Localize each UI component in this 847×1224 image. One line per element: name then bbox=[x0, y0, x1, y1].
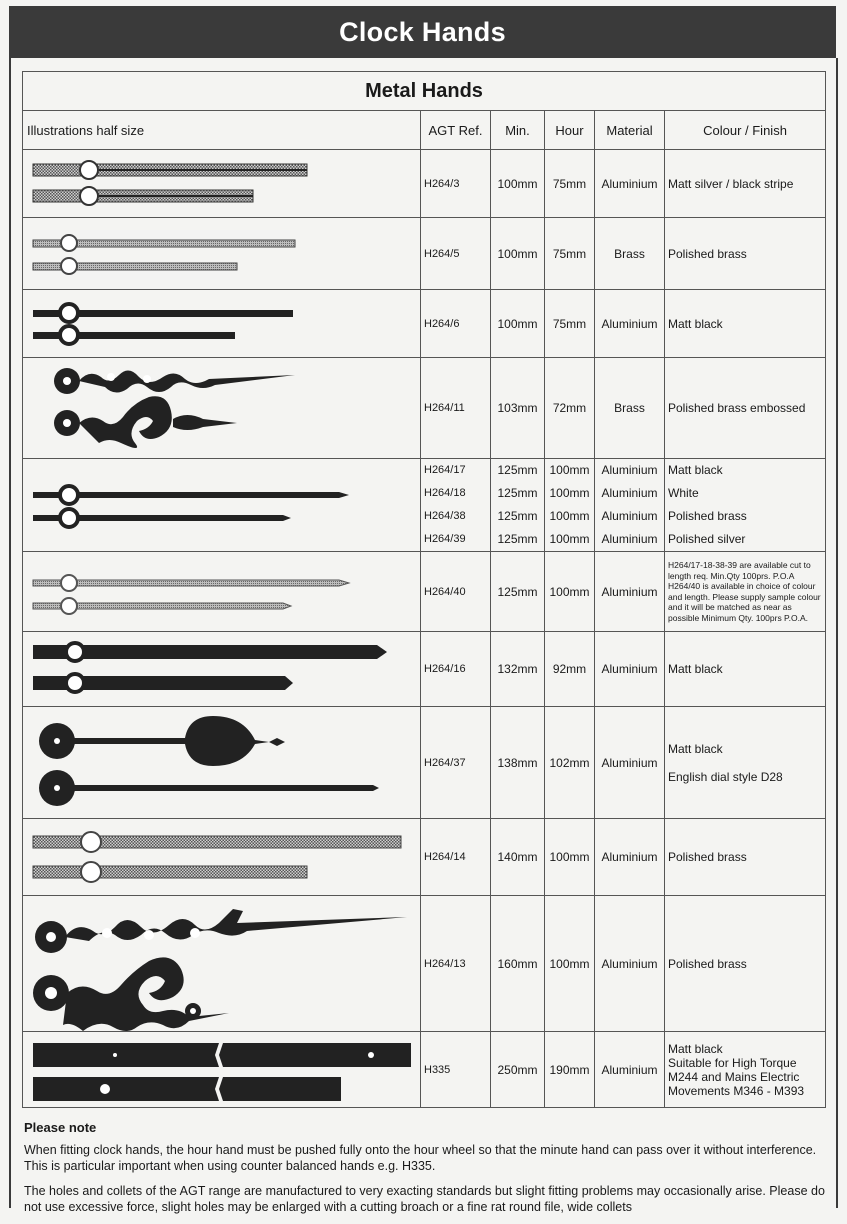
header-finish: Colour / Finish bbox=[665, 111, 826, 150]
hour-cell: 100mm bbox=[545, 819, 595, 896]
table-row bbox=[23, 218, 826, 290]
min-cell: 125mm 125mm 125mm 125mm bbox=[491, 459, 545, 552]
plain-black-hands-icon bbox=[23, 462, 421, 548]
ref-cell: H264/17 H264/18 H264/38 H264/39 bbox=[421, 459, 491, 552]
material-cell: Aluminium bbox=[595, 290, 665, 358]
hand-illustration bbox=[23, 896, 421, 1032]
hand-illustration bbox=[23, 290, 421, 358]
hour-cell: 100mm bbox=[545, 896, 595, 1032]
finish-cell: Matt silver / black stripe bbox=[665, 150, 826, 218]
header-illustrations: Illustrations half size bbox=[23, 111, 421, 150]
table-row bbox=[23, 290, 826, 358]
hour-cell: 75mm bbox=[545, 218, 595, 290]
hand-illustration bbox=[23, 552, 421, 632]
hand-illustration bbox=[23, 707, 421, 819]
table-row bbox=[23, 896, 826, 1032]
finish-cell: Matt black English dial style D28 bbox=[665, 707, 826, 819]
ref-cell: H264/16 bbox=[421, 632, 491, 707]
page-banner bbox=[9, 6, 836, 58]
table-header-row bbox=[23, 111, 826, 150]
min-cell: 250mm bbox=[491, 1032, 545, 1108]
hour-cell: 75mm bbox=[545, 150, 595, 218]
brass-hands-icon bbox=[23, 219, 421, 289]
large-ornate-hands-icon bbox=[23, 897, 421, 1031]
finish-cell: Matt black bbox=[665, 290, 826, 358]
hand-illustration bbox=[23, 1032, 421, 1108]
material-cell: Brass bbox=[595, 218, 665, 290]
hour-cell: 92mm bbox=[545, 632, 595, 707]
header-hour: Hour bbox=[545, 111, 595, 150]
min-cell: 103mm bbox=[491, 358, 545, 459]
hand-illustration bbox=[23, 459, 421, 552]
striped-hands-icon bbox=[23, 151, 421, 217]
material-cell: Aluminium bbox=[595, 896, 665, 1032]
availability-note: H264/17-18-38-39 are available cut to length req. Min.Qty 100prs. P.O.A H264/40 is available in choice of colour and length. Please supply sample colour and it will be matched as near as possible Minimum Qty. 100prs P.O.A. bbox=[665, 552, 826, 632]
hour-cell: 75mm bbox=[545, 290, 595, 358]
ref-cell: H264/13 bbox=[421, 896, 491, 1032]
wide-black-hands-icon bbox=[23, 633, 421, 706]
min-cell: 100mm bbox=[491, 290, 545, 358]
min-cell: 125mm bbox=[491, 552, 545, 632]
table-row bbox=[23, 459, 826, 552]
table-row bbox=[23, 707, 826, 819]
ref-cell: H335 bbox=[421, 1032, 491, 1108]
material-cell: Aluminium bbox=[595, 819, 665, 896]
min-cell: 140mm bbox=[491, 819, 545, 896]
hand-illustration bbox=[23, 358, 421, 459]
ref-cell: H264/14 bbox=[421, 819, 491, 896]
ref-cell: H264/5 bbox=[421, 218, 491, 290]
material-cell: Aluminium bbox=[595, 707, 665, 819]
header-min: Min. bbox=[491, 111, 545, 150]
wide-brass-hands-icon bbox=[23, 820, 421, 895]
finish-cell: Polished brass bbox=[665, 819, 826, 896]
finish-cell: Matt black Suitable for High Torque M244 and Mains Electric Movements M346 - M393 bbox=[665, 1032, 826, 1108]
table-row bbox=[23, 632, 826, 707]
counterbalanced-hands-icon bbox=[23, 1033, 421, 1107]
hand-illustration bbox=[23, 632, 421, 707]
finish-cell: Polished brass embossed bbox=[665, 358, 826, 459]
finish-cell: Matt black bbox=[665, 632, 826, 707]
header-ref: AGT Ref. bbox=[421, 111, 491, 150]
hand-illustration bbox=[23, 819, 421, 896]
notes-paragraph-2: The holes and collets of the AGT range are manufactured to very exacting standards but slight fitting problems may occasionally arise. Please do not use excessive force, slight holes may be enlarged with a cutting broach or a fine rat round file, wide collets bbox=[24, 1184, 825, 1214]
table-row bbox=[23, 358, 826, 459]
table-row bbox=[23, 819, 826, 896]
notes-heading: Please note bbox=[24, 1120, 97, 1135]
spade-hands-icon bbox=[23, 708, 421, 818]
material-cell: Aluminium bbox=[595, 632, 665, 707]
material-cell: Aluminium bbox=[595, 552, 665, 632]
hour-cell: 72mm bbox=[545, 358, 595, 459]
finish-cell: Matt black White Polished brass Polished silver bbox=[665, 459, 826, 552]
section-title: Metal Hands bbox=[23, 72, 826, 111]
material-cell: Aluminium bbox=[595, 150, 665, 218]
notes-paragraph-1: When fitting clock hands, the hour hand must be pushed fully onto the hour wheel so that the minute hand can pass over it without interference. This is particular important when using counter balanced hands e.g. H335. bbox=[24, 1143, 817, 1173]
hour-cell: 190mm bbox=[545, 1032, 595, 1108]
table-row bbox=[23, 552, 826, 632]
header-material: Material bbox=[595, 111, 665, 150]
table-row bbox=[23, 1032, 826, 1108]
min-cell: 100mm bbox=[491, 218, 545, 290]
finish-cell: Polished brass bbox=[665, 896, 826, 1032]
ref-cell: H264/11 bbox=[421, 358, 491, 459]
ref-cell: H264/37 bbox=[421, 707, 491, 819]
metal-hands-table bbox=[22, 71, 826, 1108]
ref-cell: H264/40 bbox=[421, 552, 491, 632]
hand-illustration bbox=[23, 218, 421, 290]
material-cell: Brass bbox=[595, 358, 665, 459]
material-cell: Aluminium Aluminium Aluminium Aluminium bbox=[595, 459, 665, 552]
ornate-brass-hands-icon bbox=[23, 359, 421, 458]
silver-hands-icon bbox=[23, 553, 421, 631]
min-cell: 132mm bbox=[491, 632, 545, 707]
table-row bbox=[23, 150, 826, 218]
ref-cell: H264/6 bbox=[421, 290, 491, 358]
min-cell: 138mm bbox=[491, 707, 545, 819]
min-cell: 100mm bbox=[491, 150, 545, 218]
finish-cell: Polished brass bbox=[665, 218, 826, 290]
hour-cell: 100mm bbox=[545, 552, 595, 632]
banner-title: Clock Hands bbox=[339, 16, 506, 47]
hand-illustration bbox=[23, 150, 421, 218]
hour-cell: 102mm bbox=[545, 707, 595, 819]
fitting-notes bbox=[24, 1120, 830, 1224]
black-hands-icon bbox=[23, 291, 421, 357]
min-cell: 160mm bbox=[491, 896, 545, 1032]
hour-cell: 100mm 100mm 100mm 100mm bbox=[545, 459, 595, 552]
ref-cell: H264/3 bbox=[421, 150, 491, 218]
material-cell: Aluminium bbox=[595, 1032, 665, 1108]
